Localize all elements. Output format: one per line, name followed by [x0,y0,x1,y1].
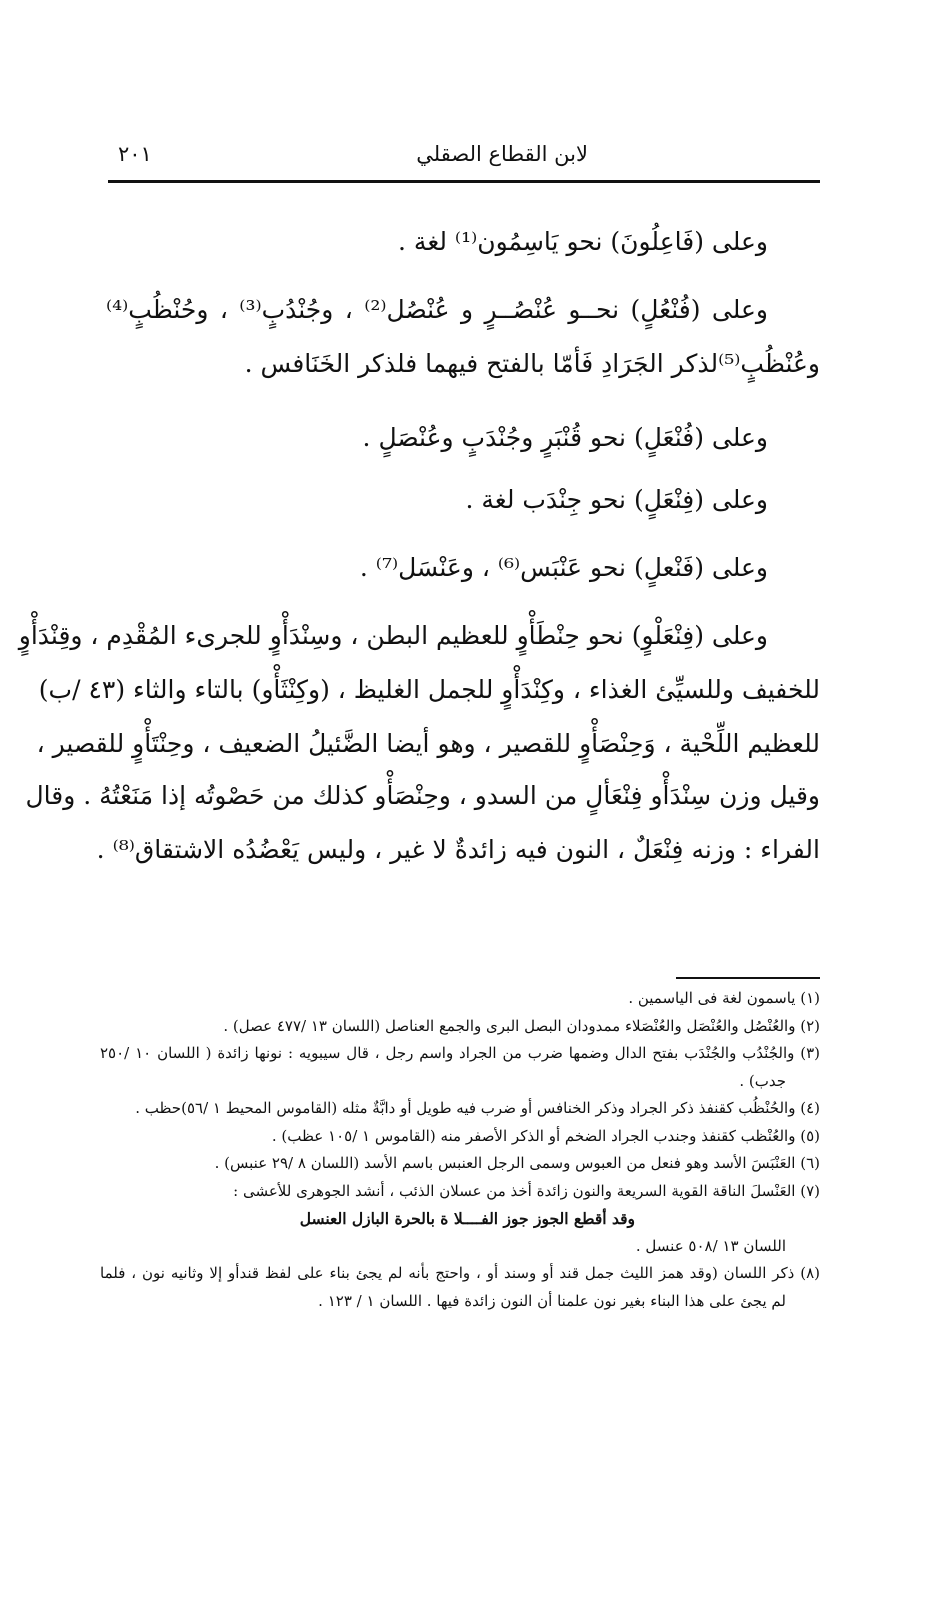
text-line: الفراء : وزنه فِنْعَلٌ ، النون فيه زائدةٌ لا غير ، وليس يَعْضُدُه الاشتقاق⁽⁸⁾ . [96,835,820,864]
text-line: للخفيف وللسيِّئ الغذاء ، وكِنْدَأْوٍ للجمل الغليظ ، (وكِنْثَأْو) بالتاء والثاء (٤٣ /ب) [38,675,820,704]
header-rule [108,180,820,183]
footnote: (٢) والعُنْصُل والعُنْصَل والعُنْصَلاء ممدودان البصل البرى والجمع العناصل (اللسان ١٣ /٤٧٧ عصل) . [223,1016,820,1035]
running-head [108,138,820,178]
text-line: وقيل وزن سِنْدَأْو فِنْعَألٍ من السدو ، وحِنْصَأْو كذلك من حَصْوتُه إذا مَنَعْتُهُ . وقال [25,781,820,810]
text-line: وعلى (فُنْعَلٍ) نحو قُنْبَرٍ وجُنْدَبٍ وعُنْصَلٍ . [362,423,768,452]
footnote: (٧) العَنْسلَ الناقة القوية السريعة والنون زائدة أخذ من عسلان الذئب ، أنشد الجوهرى للأعشى : [233,1181,820,1200]
page-number: ٢٠١ [118,142,152,166]
footnotes [100,985,820,1315]
text-line: وعلى (فُنْعُلٍ) نحــو عُنْصُــرٍ و عُنْصُل⁽²⁾ ، وجُنْدُبٍ⁽³⁾ ، وحُنْظُبٍ⁽⁴⁾ [106,295,768,324]
footnote: (٨) ذكر اللسان (وقد همز الليث جمل قند أو وسند أو ، واحتج بأنه لم يجئ بناء على لفظ قندأو إلا وثانيه نون ، فلما [100,1264,820,1282]
text-line: للعظيم اللِّحْية ، وَحِنْصَأْوٍ للقصير ، وهو أيضا الضَّئيلُ الضعيف ، وحِنْتَأْوٍ للقصير ، [36,729,820,758]
text-line: وعُنْظُبٍ⁽⁵⁾لذكر الجَرَادِ فَأمّا بالفتح فيهما فلذكر الخَنَافس . [244,349,820,378]
footnote: (٦) العَنْبَسَ الأسد وهو فنعل من العبوس وسمى الرجل العنبس باسم الأسد (اللسان ٨ /٢٩ عنبس) . [214,1154,820,1172]
footnote-verse: وقد أقطع الجوز جوز الفــــلا ة بالحرة البازل العنسل [299,1209,635,1228]
footnote-separator [676,977,820,979]
footnote: (٤) والحُنْظُب كقنفذ ذكر الجراد وذكر الخنافس أو ضرب فيه طويل أو دابَّةٌ مثله (القاموس المحيط ١ /٥٦)حظب . [135,1099,820,1117]
text-line: وعلى (فَاعِلُونَ) نحو يَاسِمُون⁽¹⁾ لغة . [398,227,768,256]
footnote: (١) ياسمون لغة فى الياسمين . [628,989,820,1007]
footnote: (٥) والعُنْظب كقنفذ وجندب الجراد الضخم أو الذكر الأصفر منه (القاموس ١ /١٠٥ عظب) . [271,1126,820,1145]
footnote-source: اللسان ١٣ /٥٠٨ عنسل . [635,1236,786,1255]
text-line: وعلى (فَنْعلٍ) نحو عَنْبَس⁽⁶⁾ ، وعَنْسَل⁽⁷⁾ . [359,553,768,582]
running-title: لابن القطاع الصقلي [416,142,588,166]
footnote-continuation: جدب) . [739,1071,786,1090]
text-line: وعلى (فِنْعَلْوٍ) نحو حِنْطَأْوٍ للعظيم البطن ، وسِنْدَأْوٍ للجرىء المُقْدِم ، وقِنْدَأْوٍ [18,621,768,650]
footnote-continuation: لم يجئ على هذا البناء بغير نون علمنا أن النون زائدة فيها . اللسان ١ / ١٢٣ . [318,1291,786,1310]
footnote: (٣) والجُنْدُب والجُنْدَب بفتح الدال وضمها ضرب من الجراد واسم رجل ، قال سيبويه : نونها زائدة ( اللسان ١٠ /٢٥٠ [100,1044,820,1062]
text-line: وعلى (فِنْعَلٍ) نحو جِنْدَب لغة . [465,485,768,514]
